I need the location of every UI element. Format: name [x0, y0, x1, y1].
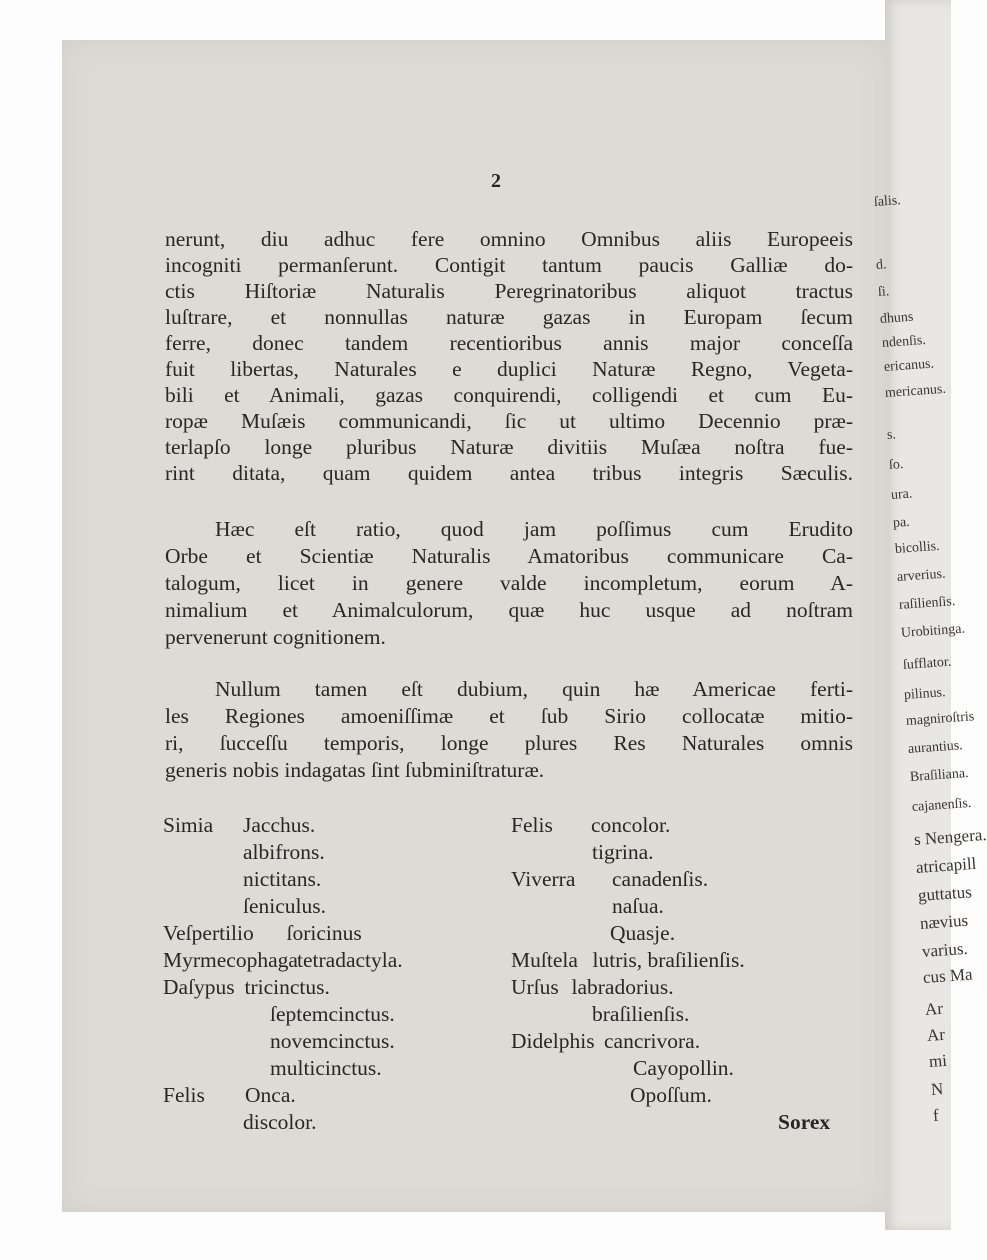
fragment-text: ſalis. — [873, 193, 902, 210]
fragment-text: ndenſis. — [881, 332, 926, 351]
fragment-text: mi — [928, 1050, 948, 1071]
text-line: ri, ſucceſſu temporis, longe plures Res Naturales omnis — [165, 731, 853, 755]
fragment-text: ura. — [890, 486, 913, 503]
species-name: ſeniculus. — [243, 894, 326, 918]
fragment-text: ſi. — [877, 284, 890, 300]
fragment-text: raſilienſis. — [898, 594, 956, 613]
text-line: terlapſo longe pluribus Naturæ divitiis Muſæa noſtra fue- — [165, 435, 853, 459]
species-name: Opoſſum. — [630, 1083, 712, 1107]
fragment-text: dhuns — [879, 309, 914, 327]
species-name: nictitans. — [243, 867, 322, 891]
species-name: Sorex — [778, 1110, 831, 1134]
fragment-text: Ar — [926, 1024, 946, 1045]
fragment-text: ſufflator. — [901, 654, 952, 673]
genus-name: Myrmecophaga — [163, 948, 298, 972]
fragment-text: pa. — [892, 514, 911, 531]
text-line: pervenerunt cognitionem. — [165, 625, 386, 649]
fragment-text: aurantius. — [907, 738, 964, 757]
fragment-text: Braſiliana. — [909, 765, 970, 785]
species-name: lutris, braſilienſis. — [592, 948, 745, 972]
text-line: les Regiones amoeniſſimæ et ſub Sirio collocatæ mitio- — [165, 704, 853, 728]
species-name: labradorius. — [571, 975, 674, 999]
genus-name: Viverra — [511, 867, 576, 891]
genus-name: Simia — [163, 813, 214, 837]
text-line: talogum, licet in genere valde incompletum, eorum A- — [165, 571, 853, 595]
text-line: generis nobis indagatas ſint ſubminiſtraturæ. — [165, 758, 545, 782]
paragraph-1 — [165, 226, 853, 486]
fragment-text: d. — [875, 257, 887, 273]
fragment-text: Urobitinga. — [900, 621, 966, 641]
text-line: bili et Animali, gazas conquirendi, colligendi et cum Eu- — [165, 383, 853, 407]
text-line: nerunt, diu adhuc fere omnino Omnibus aliis Europeeis — [165, 227, 853, 251]
genus-name: Veſpertilio — [163, 921, 254, 945]
species-name: concolor. — [591, 813, 671, 837]
species-name: Cayopollin. — [633, 1056, 734, 1080]
species-name: tetradactyla. — [297, 948, 403, 972]
text-line: ctis Hiſtoriæ Naturalis Peregrinatoribus aliquot tractus — [165, 279, 853, 303]
genus-name: Didelphis — [511, 1029, 595, 1053]
fragment-text: nævius — [918, 910, 969, 933]
species-name: Jacchus. — [243, 813, 316, 837]
species-name: albifrons. — [243, 840, 325, 864]
text-line: Hæc eſt ratio, quod jam poſſimus cum Erudito — [215, 517, 853, 541]
species-name: cancrivora. — [604, 1029, 701, 1053]
genus-name: Muſtela — [511, 948, 578, 972]
fragment-text: bicollis. — [894, 538, 941, 557]
fragment-text: mericanus. — [884, 381, 947, 401]
fragment-text: cajanenſis. — [911, 795, 972, 815]
fragment-text: Ar — [924, 998, 944, 1019]
species-name: braſilienſis. — [592, 1002, 690, 1026]
text-line: Nullum tamen eſt dubium, quin hæ Americae ferti- — [215, 677, 853, 701]
species-name: ſeptemcinctus. — [270, 1002, 395, 1026]
fragment-text: cus Ma — [922, 964, 974, 987]
text-line: incogniti permanſerunt. Contigit tantum paucis Galliæ do- — [165, 253, 853, 277]
genus-name: Daſypus — [163, 975, 235, 999]
genus-name: Urſus — [511, 975, 559, 999]
fragment-text: guttatus — [916, 882, 973, 905]
species-name: canadenſis. — [612, 867, 709, 891]
genus-name: Felis — [163, 1083, 205, 1107]
text-line: ferre, donec tandem recentioribus annis major conceſſa — [165, 331, 853, 355]
text-line: luſtrare, et nonnullas naturæ gazas in Europam ſecum — [165, 305, 853, 329]
species-name: novemcinctus. — [270, 1029, 395, 1053]
text-line: rint ditata, quam quidem antea tribus integris Sæculis. — [165, 461, 853, 485]
fragment-text: varius. — [920, 938, 968, 961]
species-name: multicinctus. — [270, 1056, 382, 1080]
fragment-text: atricapill — [915, 853, 977, 877]
text-line: ropæ Muſæis communicandi, ſic ut ultimo Decennio præ- — [165, 409, 853, 433]
fragment-text: arverius. — [896, 566, 946, 585]
text-line: fuit libertas, Naturales e duplici Naturæ Regno, Vegeta- — [165, 357, 853, 381]
species-name: discolor. — [243, 1110, 317, 1134]
fragment-text: s. — [886, 427, 897, 443]
fragment-text: ſo. — [888, 457, 905, 473]
genus-name: Felis — [511, 813, 553, 837]
page-number: 2 — [491, 170, 501, 192]
species-name: Quasje. — [610, 921, 676, 945]
species-name: tricinctus. — [244, 975, 330, 999]
paragraph-3 — [165, 676, 853, 784]
species-name: tigrina. — [592, 840, 654, 864]
fragment-text: ericanus. — [882, 356, 935, 375]
fragment-text: N — [930, 1079, 944, 1099]
species-name: naſua. — [612, 894, 664, 918]
species-name: ſoricinus — [286, 921, 362, 945]
fragment-text: magniroſtris — [905, 709, 976, 729]
text-line: Orbe et Scientiæ Naturalis Amatoribus communicare Ca- — [165, 544, 853, 568]
paragraph-2 — [165, 516, 853, 651]
fragment-text: pilinus. — [903, 685, 947, 703]
fragment-text: s Nengera. — [913, 824, 987, 849]
fragment-text: f — [932, 1105, 940, 1125]
species-name: Onca. — [245, 1083, 296, 1107]
text-line: nimalium et Animalculorum, quæ huc usque ad noſtram — [165, 598, 853, 622]
